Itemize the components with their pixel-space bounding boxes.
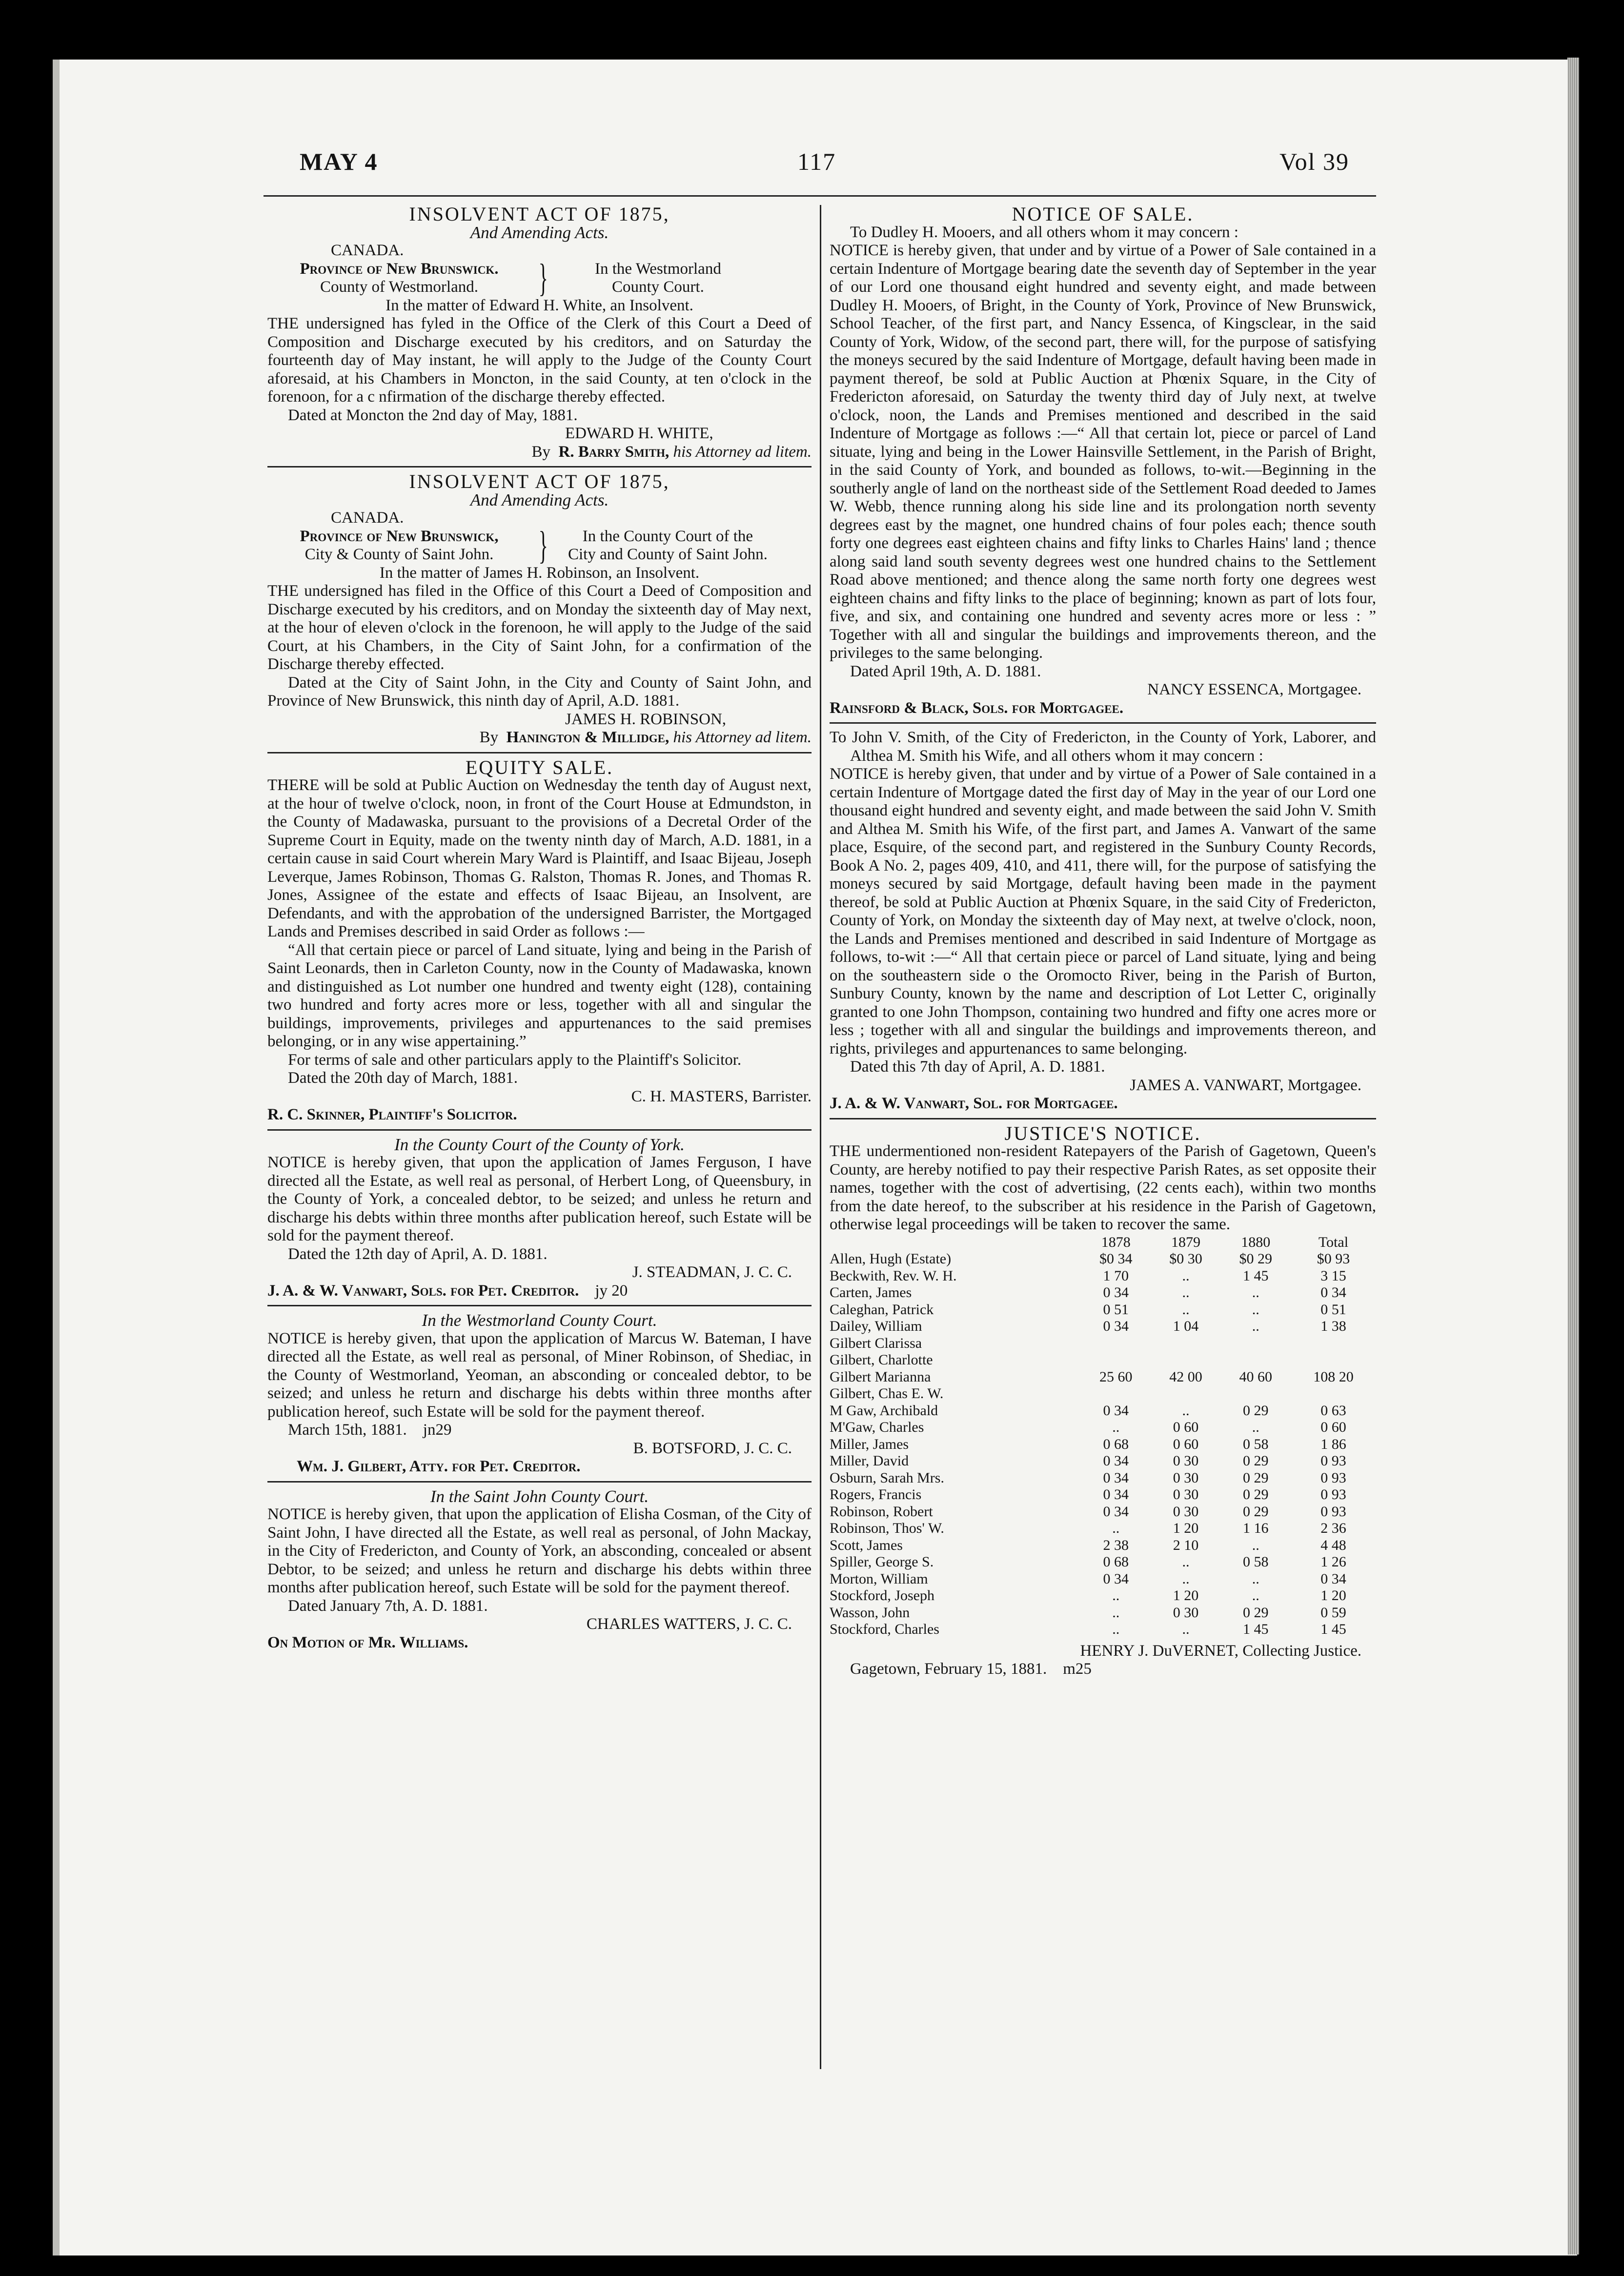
- rate-cell: ..: [1112, 1604, 1120, 1621]
- rate-cell: 0 34: [1103, 1486, 1129, 1503]
- rate-cell: ..: [1182, 1267, 1190, 1284]
- judge-name: B. BOTSFORD, J. C. C.: [633, 1439, 792, 1457]
- rate-cell: 0 34: [1103, 1318, 1129, 1334]
- dated-line: Dated the 20th day of March, 1881.: [288, 1069, 518, 1087]
- rate-cell: 25 60: [1099, 1368, 1133, 1385]
- dated-line: Dated at the City of Saint John, in the City and County of Saint John, and Province of New Brunswick, this ninth day of April, A.D. 1881.: [267, 673, 812, 710]
- rate-cell: 0 29: [1243, 1604, 1269, 1621]
- solicitors-line: J. A. & W. Vanwart, Sol. for Mortgagee.: [830, 1095, 1118, 1112]
- column-header: 1878: [1101, 1234, 1131, 1250]
- rate-cell: ..: [1252, 1570, 1259, 1587]
- rate-cell: 4 48: [1320, 1537, 1346, 1553]
- rate-cell: ..: [1252, 1587, 1259, 1604]
- rate-cell: 2 38: [1103, 1537, 1129, 1553]
- rates-table: [830, 1234, 1376, 1638]
- rate-cell: 1 20: [1320, 1587, 1346, 1604]
- rate-row: [830, 1318, 1376, 1335]
- saint-john-court-notice: [267, 1487, 812, 1652]
- rate-cell: ..: [1252, 1318, 1259, 1334]
- rate-cell: [1221, 1385, 1291, 1402]
- rate-cell: 3 15: [1320, 1267, 1346, 1284]
- ratepayer-name: Osburn, Sarah Mrs.: [830, 1469, 944, 1486]
- right-column: [830, 205, 1376, 1679]
- rate-row: [830, 1251, 1376, 1268]
- rate-cell: 0 29: [1243, 1402, 1269, 1419]
- rate-cell: 1 45: [1243, 1267, 1269, 1284]
- rate-cell: 0 68: [1103, 1436, 1129, 1452]
- notice-subtitle: And Amending Acts.: [470, 223, 609, 242]
- rate-row: [830, 1352, 1376, 1369]
- addressee-line: To John V. Smith, of the City of Fredericton, in the County of York, Laborer, and Althea M. Smith his Wife, and all others whom it may concern :: [830, 729, 1376, 765]
- rate-cell: 0 34: [1103, 1402, 1129, 1419]
- ratepayer-name: Caleghan, Patrick: [830, 1301, 934, 1318]
- insertion-code: jy 20: [595, 1281, 628, 1300]
- notice-body: THE undersigned has fyled in the Office of the Clerk of this Court a Deed of Composition and Discharge executed by his creditors, and on Saturday the fourteenth day of May instant, he will apply to the Judge of the County Court aforesaid, at his Chambers in Moncton, in the said County, at ten o'clock in the forenoon, for a c nfirmation of the discharge thereby effected.: [267, 315, 812, 406]
- rate-row: [830, 1605, 1376, 1622]
- rate-row: [830, 1419, 1376, 1436]
- notice-body: NOTICE is hereby given, that under and by virtue of a Power of Sale contained in a certain Indenture of Mortgage dated the first day of May in the year of our Lord one thousand eight hundred and seventy eight, and made between the said John V. Smith and Althea M. Smith his Wife, of the first part, and James A. Vanwart of the same place, Esquire, of the second part, and registered in the Sunbury County Records, Book A No. 2, pages 409, 410, and 411, there will, for the purpose of satisfying the moneys secured by said Mortgage, default having been made in the payment thereof, be sold at Public Auction at Phœnix Square, in the said City of Fredericton, County of York, on Monday the sixteenth day of May next, at twelve o'clock, noon, the Lands and Premises mentioned and described in said Indenture of Mortgage as follows, to-wit :—“ All that certain piece or parcel of Land situate, lying and being on the southeastern side o the Oromocto River, being in the Parish of Burton, Sunbury County, known by the name and description of Lot Letter C, originally granted to one John Thompson, containing two hundred and fifty one acres more or less ; together with all and singular the buildings and improvements thereon, and rights, privileges and appurtenances to same belonging.: [830, 765, 1376, 1057]
- rate-cell: ..: [1182, 1570, 1190, 1587]
- rate-row: [830, 1587, 1376, 1605]
- header-rule: [264, 195, 1376, 197]
- rate-cell: ..: [1252, 1301, 1259, 1318]
- rate-cell: 0 93: [1320, 1503, 1346, 1520]
- rate-cell: 0 60: [1173, 1419, 1199, 1435]
- rate-cell: 0 34: [1103, 1453, 1129, 1469]
- rate-cell: 0 58: [1243, 1436, 1269, 1452]
- rate-cell: [1221, 1335, 1291, 1352]
- rate-row: [830, 1385, 1376, 1402]
- rate-cell: $0 30: [1169, 1251, 1202, 1267]
- rate-row: [830, 1504, 1376, 1521]
- equity-sale-notice: [267, 758, 812, 1124]
- rate-cell: [1081, 1335, 1151, 1352]
- notice-body: THE undersigned has filed in the Office of this Court a Deed of Composition and Discharge executed by his creditors, and on Monday the sixteenth day of May next, at the hour of eleven o'clock in the forenoon, he will apply to the Judge of the said Court, at his Chambers, in the City of Saint John, for a confirmation of the Discharge thereby effected.: [267, 582, 812, 673]
- insertion-code: jn29: [423, 1421, 452, 1439]
- rate-cell: [1291, 1352, 1376, 1369]
- rate-row: [830, 1335, 1376, 1352]
- notice-of-sale-mooers: [830, 205, 1376, 717]
- column-header: Total: [1318, 1234, 1349, 1250]
- jurisdiction-block: [267, 524, 812, 567]
- rate-cell: 2 10: [1173, 1537, 1199, 1553]
- ratepayer-name: Morton, William: [830, 1570, 928, 1587]
- rate-cell: 0 60: [1320, 1419, 1346, 1435]
- rate-cell: [1291, 1385, 1376, 1402]
- rate-cell: 0 30: [1173, 1486, 1199, 1503]
- rate-row: [830, 1520, 1376, 1537]
- rate-cell: 0 93: [1320, 1453, 1346, 1469]
- rate-row: [830, 1301, 1376, 1319]
- country-label: CANADA.: [331, 509, 404, 527]
- country-label: CANADA.: [331, 242, 404, 259]
- by-label: By: [531, 443, 550, 461]
- ratepayer-name: Carten, James: [830, 1284, 912, 1301]
- dated-line: Dated at Moncton the 2nd day of May, 1881.: [288, 406, 578, 424]
- rate-cell: [1081, 1385, 1151, 1402]
- insolvent-name: EDWARD H. WHITE,: [565, 425, 713, 442]
- rate-row: [830, 1470, 1376, 1487]
- county-line: County of Westmorland.: [320, 278, 478, 296]
- rate-cell: 0 34: [1103, 1284, 1129, 1301]
- matter-line: In the matter of James H. Robinson, an Insolvent.: [379, 564, 700, 582]
- rates-table-body: [830, 1251, 1376, 1638]
- dated-line: Dated April 19th, A. D. 1881.: [850, 662, 1041, 680]
- insolvent-notice-robinson: [267, 472, 812, 747]
- section-rule: [830, 1118, 1376, 1119]
- dated-line: Dated the 12th day of April, A. D. 1881.: [288, 1245, 548, 1263]
- property-description: “All that certain piece or parcel of Land situate, lying and being in the Parish of Saint Leonards, then in Carleton County, now in the County of Madawaska, known and distinguished as Lot number one hundred and twenty eight (128), containing two hundred and forty acres more or less, together with all and singular the buildings, improvements, privileges and appurtenances to the said premises belonging, or in any wise appertaining.”: [267, 941, 812, 1050]
- notice-title: NOTICE OF SALE.: [1012, 203, 1194, 225]
- rate-cell: ..: [1112, 1621, 1120, 1637]
- notice-title: JUSTICE'S NOTICE.: [1004, 1122, 1201, 1144]
- notice-subtitle: And Amending Acts.: [470, 490, 609, 509]
- page-stack-edge: [1567, 58, 1579, 2255]
- rate-cell: 40 60: [1239, 1368, 1273, 1385]
- ratepayer-name: Beckwith, Rev. W. H.: [830, 1267, 957, 1284]
- attorney-role: his Attorney ad litem.: [673, 443, 812, 461]
- rate-cell: 0 68: [1103, 1554, 1129, 1570]
- rate-row: [830, 1436, 1376, 1453]
- rate-cell: 0 51: [1103, 1301, 1129, 1318]
- justices-notice: [830, 1124, 1376, 1679]
- rate-cell: 0 30: [1173, 1604, 1199, 1621]
- rate-cell: ..: [1182, 1621, 1190, 1637]
- brace-glyph: }: [538, 257, 548, 300]
- notice-of-sale-smith: [830, 729, 1376, 1113]
- rate-cell: 0 63: [1320, 1402, 1346, 1419]
- rate-cell: 0 58: [1243, 1554, 1269, 1570]
- ratepayer-name: Gilbert Clarissa: [830, 1335, 922, 1351]
- notice-body: THERE will be sold at Public Auction on Wednesday the tenth day of August next, at the hour of twelve o'clock, noon, in front of the Court House at Edmundston, in the County of Madawaska, pursuant to the provisions of a Decretal Order of the Supreme Court in Equity, made on the twenty ninth day of March, A.D. 1881, in a certain cause in said Court wherein Mary Ward is Plaintiff, and Isaac Bijeau, Joseph Leverque, James Robinson, Thomas G. Ralston, Thomas R. Jones, and Thomas R. Jones, Assignee of the estate and effects of Isaac Bijeau, an Insolvent, are Defendants, and with the approbation of the undersigned Barrister, the Mortgaged Lands and Premises described in said Order as follows :—: [267, 776, 812, 940]
- brace-glyph: }: [538, 524, 548, 567]
- rate-cell: 0 34: [1320, 1284, 1346, 1301]
- rate-cell: 108 20: [1313, 1368, 1354, 1385]
- matter-line: In the matter of Edward H. White, an Insolvent.: [386, 296, 693, 314]
- ratepayer-name: Gilbert Marianna: [830, 1368, 931, 1385]
- notice-title: INSOLVENT ACT OF 1875,: [409, 203, 670, 225]
- notice-body: NOTICE is hereby given, that upon the application of James Ferguson, I have directed all the Estate, as well real as personal, of Herbert Long, of Queensbury, in the County of York, a concealed debtor, to be seized; and unless he return and discharge his debts within three months after publication hereof, such Estate will be sold for the payment thereof.: [267, 1154, 812, 1244]
- rate-row: [830, 1268, 1376, 1285]
- rate-cell: [1151, 1352, 1220, 1369]
- section-rule: [830, 722, 1376, 724]
- rate-cell: 0 30: [1173, 1503, 1199, 1520]
- mortgagee-name: JAMES A. VANWART, Mortgagee.: [1130, 1076, 1361, 1094]
- attorney-name: R. Barry Smith,: [558, 443, 670, 461]
- notice-title: In the Saint John County Court.: [430, 1486, 649, 1506]
- province-line: Province of New Brunswick,: [300, 527, 499, 545]
- notice-body: NOTICE is hereby given, that upon the application of Marcus W. Bateman, I have directed all the Estate, as well real as personal, of Miner Robinson, of Shediac, in the County of Westmorland, Yeoman, an absconding or concealed debtor, to be seized; and unless he return and discharge his debts within three months after publication hereof, such Estate will be sold for the payment thereof.: [267, 1329, 812, 1421]
- rate-row: [830, 1571, 1376, 1588]
- rate-row: [830, 1453, 1376, 1470]
- notice-body: THE undermentioned non-resident Ratepayers of the Parish of Gagetown, Queen's County, are hereby notified to pay their respective Parish Rates, as set opposite their names, together with the cost of advertising, (22 cents each), within two months from the date hereof, to the subscriber at his residence in the Parish of Gagetown, otherwise legal proceedings will be taken to recover the same.: [830, 1142, 1376, 1233]
- court-line-2: City and County of Saint John.: [568, 546, 768, 563]
- column-divider: [820, 205, 821, 2069]
- rate-cell: 0 29: [1243, 1503, 1269, 1520]
- ratepayer-name: Scott, James: [830, 1537, 903, 1553]
- mortgagee-name: NANCY ESSENCA, Mortgagee.: [1147, 681, 1361, 698]
- column-header: 1879: [1171, 1234, 1201, 1250]
- dated-line: Dated January 7th, A. D. 1881.: [288, 1597, 488, 1615]
- attorney-role: his Attorney ad litem.: [673, 729, 812, 746]
- rate-cell: ..: [1112, 1520, 1120, 1536]
- court-line: In the County Court of the: [582, 527, 753, 545]
- section-rule: [267, 466, 812, 467]
- rate-cell: 1 38: [1320, 1318, 1346, 1334]
- rate-cell: 0 60: [1173, 1436, 1199, 1452]
- dated-line: Gagetown, February 15, 1881.: [850, 1660, 1047, 1678]
- solicitors-line: J. A. & W. Vanwart, Sols. for Pet. Creditor.: [267, 1281, 579, 1300]
- rate-cell: 0 29: [1243, 1453, 1269, 1469]
- notice-title: In the County Court of the County of York.: [394, 1135, 685, 1154]
- judge-name: J. STEADMAN, J. C. C.: [632, 1263, 792, 1281]
- rate-cell: 1 70: [1103, 1267, 1129, 1284]
- rate-row: [830, 1402, 1376, 1420]
- rate-cell: ..: [1252, 1419, 1259, 1435]
- judge-name: CHARLES WATTERS, J. C. C.: [586, 1615, 792, 1633]
- rate-cell: 0 93: [1320, 1469, 1346, 1486]
- rate-cell: 1 20: [1173, 1520, 1199, 1536]
- notice-title: INSOLVENT ACT OF 1875,: [409, 470, 670, 492]
- solicitors-line: Rainsford & Black, Sols. for Mortgagee.: [830, 699, 1124, 717]
- section-rule: [267, 1305, 812, 1306]
- court-line: In the Westmorland: [594, 260, 721, 278]
- county-line: City & County of Saint John.: [304, 546, 494, 563]
- rate-cell: 0 34: [1103, 1469, 1129, 1486]
- ratepayer-name: Dailey, William: [830, 1318, 922, 1334]
- rate-cell: 0 29: [1243, 1469, 1269, 1486]
- rate-cell: 0 51: [1320, 1301, 1346, 1318]
- notice-body: NOTICE is hereby given, that upon the application of Elisha Cosman, of the City of Saint John, I have directed all the Estate, as well real as personal, of John Mackay, in the City of Fredericton, and County of York, an absconding, concealed or absent Debtor, to be seized; and unless he return and discharge his debts within three months after publication hereof, such Estate will be sold for the payment thereof.: [267, 1505, 812, 1596]
- rate-cell: ..: [1182, 1402, 1190, 1419]
- dated-line: Dated this 7th day of April, A. D. 1881.: [850, 1058, 1105, 1076]
- rate-row: [830, 1537, 1376, 1554]
- insolvent-name: JAMES H. ROBINSON,: [565, 710, 727, 728]
- rate-cell: ..: [1182, 1284, 1190, 1301]
- left-column: [267, 205, 812, 1652]
- rate-cell: $0 34: [1099, 1251, 1133, 1267]
- ratepayer-name: Gilbert, Chas E. W.: [830, 1385, 944, 1402]
- rate-cell: 0 59: [1320, 1604, 1346, 1621]
- barrister-name: C. H. MASTERS, Barrister.: [631, 1087, 812, 1105]
- notice-title: In the Westmorland County Court.: [422, 1311, 657, 1330]
- attorney-line: Wm. J. Gilbert, Atty. for Pet. Creditor.: [297, 1458, 581, 1475]
- ratepayer-name: Miller, James: [830, 1436, 909, 1452]
- ratepayer-name: Robinson, Robert: [830, 1503, 933, 1520]
- section-rule: [267, 752, 812, 753]
- solicitor-line: R. C. Skinner, Plaintiff's Solicitor.: [267, 1106, 517, 1123]
- ratepayer-name: M Gaw, Archibald: [830, 1402, 938, 1419]
- section-rule: [267, 1481, 812, 1483]
- rate-cell: $0 93: [1317, 1251, 1350, 1267]
- jurisdiction-block: [267, 257, 812, 300]
- volume-number: Vol 39: [1279, 148, 1350, 175]
- court-line-2: County Court.: [611, 278, 704, 296]
- ratepayer-name: Spiller, George S.: [830, 1554, 934, 1570]
- column-header: 1880: [1241, 1234, 1271, 1250]
- rate-cell: 0 29: [1243, 1486, 1269, 1503]
- rate-cell: 42 00: [1169, 1368, 1202, 1385]
- rate-row: [830, 1284, 1376, 1301]
- rate-cell: ..: [1252, 1537, 1259, 1553]
- ratepayer-name: Wasson, John: [830, 1604, 910, 1621]
- rate-cell: ..: [1182, 1301, 1190, 1318]
- insertion-code: m25: [1063, 1660, 1092, 1678]
- rate-cell: $0 29: [1239, 1251, 1273, 1267]
- rate-cell: 1 04: [1173, 1318, 1199, 1334]
- notice-title: EQUITY SALE.: [465, 756, 614, 778]
- rate-cell: 1 45: [1320, 1621, 1346, 1637]
- ratepayer-name: Miller, David: [830, 1453, 909, 1469]
- rate-cell: 0 30: [1173, 1453, 1199, 1469]
- ratepayer-name: Stockford, Joseph: [830, 1587, 934, 1604]
- rate-cell: 1 20: [1173, 1587, 1199, 1604]
- dated-line: March 15th, 1881.: [288, 1421, 407, 1439]
- province-line: Province of New Brunswick.: [300, 260, 499, 278]
- york-court-notice: [267, 1136, 812, 1301]
- rate-cell: ..: [1252, 1284, 1259, 1301]
- rate-cell: 1 45: [1243, 1621, 1269, 1637]
- notice-body: NOTICE is hereby given, that under and by virtue of a Power of Sale contained in a certain Indenture of Mortgage bearing date the seventh day of September in the year of our Lord one thousand eight hundred and seventy eight, and made between Dudley H. Mooers, of Bright, in the County of York, Province of New Brunswick, School Teacher, of the first part, and Nancy Essenca, of Kingsclear, in the said County of York, Widow, of the second part, there will, for the purpose of satisfying the moneys secured by the said Indenture of Mortgage, default having been made in payment thereof, be sold at Public Auction at Phœnix Square, in the City of Fredericton aforesaid, on Saturday the twenty third day of July next, at twelve o'clock, noon, the Lands and Premises mentioned and described in the said Indenture of Mortgage as follows :—“ All that certain lot, piece or parcel of Land situate, lying and being in the Lower Hainsville Settlement, in the Parish of Bright, in the said County of York, and bounded as follows, to-wit.—Beginning in the southerly angle of land on the northeast side of the Settlement Road deeded to James W. Webb, thence running along his side line and its prolongation north seventy degrees east by the magnet, one hundred chains of four poles each; thence south forty one degrees east eighteen chains and fifty links to Charles Hains' land ; thence along said land south seventy degrees west one hundred chains to the Settlement Road above mentioned; and thence along the same north forty one degrees west eighteen chains and fifty links to the place of beginning; known as part of lots four, five, and six, and containing one hundred and seventy acres more or less : ” Together with all and singular the buildings and improvements thereon, and the privileges to the same belonging.: [830, 242, 1376, 662]
- ratepayer-name: M'Gaw, Charles: [830, 1419, 924, 1435]
- rate-cell: 1 86: [1320, 1436, 1346, 1452]
- rate-row: [830, 1554, 1376, 1571]
- rate-cell: [1291, 1335, 1376, 1352]
- rate-cell: ..: [1182, 1554, 1190, 1570]
- rate-cell: [1081, 1352, 1151, 1369]
- rate-cell: [1221, 1352, 1291, 1369]
- rate-cell: 0 34: [1103, 1503, 1129, 1520]
- rate-cell: 2 36: [1320, 1520, 1346, 1536]
- westmorland-court-notice: [267, 1311, 812, 1476]
- rate-cell: 1 26: [1320, 1554, 1346, 1570]
- rate-cell: 0 93: [1320, 1486, 1346, 1503]
- ratepayer-name: Rogers, Francis: [830, 1486, 922, 1503]
- section-rule: [267, 1129, 812, 1131]
- collecting-justice: HENRY J. DuVERNET, Collecting Justice.: [1080, 1642, 1361, 1660]
- rates-header-row: [830, 1234, 1376, 1251]
- rate-cell: ..: [1112, 1587, 1120, 1604]
- ratepayer-name: Gilbert, Charlotte: [830, 1352, 933, 1368]
- rate-cell: 0 34: [1320, 1570, 1346, 1587]
- attorney-name: Hanington & Millidge,: [506, 729, 670, 746]
- page-number: 117: [797, 148, 836, 175]
- rate-cell: ..: [1112, 1419, 1120, 1435]
- motion-line: On Motion of Mr. Williams.: [267, 1633, 468, 1651]
- by-label: By: [479, 729, 499, 746]
- rate-row: [830, 1621, 1376, 1638]
- rate-cell: 0 34: [1103, 1570, 1129, 1587]
- ratepayer-name: Allen, Hugh (Estate): [830, 1251, 952, 1267]
- ratepayer-name: Robinson, Thos' W.: [830, 1520, 944, 1536]
- rate-row: [830, 1369, 1376, 1386]
- rate-cell: [1151, 1335, 1220, 1352]
- insolvent-notice-white: [267, 205, 812, 461]
- rate-cell: [1151, 1385, 1220, 1402]
- rate-row: [830, 1486, 1376, 1504]
- rate-cell: 0 30: [1173, 1469, 1199, 1486]
- header-date: MAY 4: [300, 148, 378, 175]
- addressee-line: To Dudley H. Mooers, and all others whom it may concern :: [850, 223, 1238, 241]
- ratepayer-name: Stockford, Charles: [830, 1621, 939, 1637]
- rate-cell: 1 16: [1243, 1520, 1269, 1536]
- terms-line: For terms of sale and other particulars apply to the Plaintiff's Solicitor.: [288, 1051, 742, 1069]
